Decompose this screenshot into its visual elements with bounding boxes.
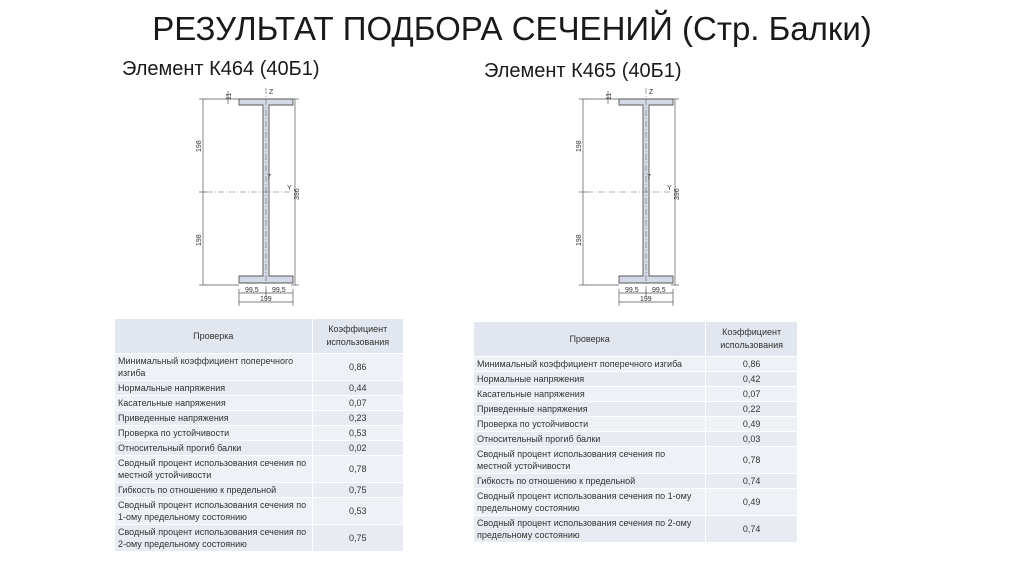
header-check: Проверка	[115, 319, 313, 354]
i-beam-section-left	[195, 86, 315, 308]
table-row	[115, 525, 404, 552]
check-name: Минимальный коэффициент поперечного изгиба	[115, 354, 313, 381]
check-value: 0,86	[706, 357, 798, 372]
check-name: Проверка по устойчивости	[474, 417, 706, 432]
check-name: Относительный прогиб балки	[474, 432, 706, 447]
height-label: 396	[674, 188, 681, 200]
table-row	[115, 411, 404, 426]
axis-z-label: Z	[269, 89, 274, 96]
table-row	[115, 396, 404, 411]
check-value: 0,07	[312, 396, 404, 411]
check-name: Сводный процент использования сечения по местной устойчивости	[115, 456, 313, 483]
table-row	[115, 441, 404, 456]
check-name: Касательные напряжения	[474, 387, 706, 402]
table-row	[474, 402, 798, 417]
table-row	[474, 432, 798, 447]
axis-y-label: Y	[667, 185, 672, 192]
table-row	[474, 357, 798, 372]
check-value: 0,75	[312, 483, 404, 498]
table-row	[115, 498, 404, 525]
check-value: 0,49	[706, 417, 798, 432]
check-name: Приведенные напряжения	[474, 402, 706, 417]
check-value: 0,49	[706, 489, 798, 516]
check-name: Гибкость по отношению к предельной	[115, 483, 313, 498]
check-value: 0,75	[312, 525, 404, 552]
check-value: 0,22	[706, 402, 798, 417]
check-name: Сводный процент использования сечения по местной устойчивости	[474, 447, 706, 474]
flange-thickness-label: 11	[606, 92, 613, 100]
height-label: 396	[294, 188, 301, 200]
half-height-bottom-label: 198	[576, 234, 583, 246]
check-name: Приведенные напряжения	[115, 411, 313, 426]
check-value: 0,44	[312, 381, 404, 396]
table-row	[115, 426, 404, 441]
half-height-top-label: 198	[576, 140, 583, 152]
table-row	[474, 417, 798, 432]
check-name: Нормальные напряжения	[115, 381, 313, 396]
width-label: 199	[640, 296, 652, 303]
check-name: Касательные напряжения	[115, 396, 313, 411]
check-name: Относительный прогиб балки	[115, 441, 313, 456]
table-row	[474, 516, 798, 543]
check-value: 0,86	[312, 354, 404, 381]
table-row	[115, 354, 404, 381]
check-value: 0,78	[706, 447, 798, 474]
check-value: 0,74	[706, 474, 798, 489]
half-width-left-label: 99,5	[625, 287, 639, 294]
check-name: Сводный процент использования сечения по 2-ому предельному состоянию	[474, 516, 706, 543]
check-name: Сводный процент использования сечения по 1-ому предельному состоянию	[115, 498, 313, 525]
half-width-left-label: 99,5	[245, 287, 259, 294]
check-value: 0,53	[312, 426, 404, 441]
half-width-right-label: 99,5	[272, 287, 286, 294]
check-value: 0,23	[312, 411, 404, 426]
axis-y-label: Y	[287, 185, 292, 192]
check-name: Нормальные напряжения	[474, 372, 706, 387]
check-name: Минимальный коэффициент поперечного изгиба	[474, 357, 706, 372]
half-width-right-label: 99,5	[652, 287, 666, 294]
header-coefficient: Коэффициент использования	[312, 319, 404, 354]
check-value: 0,42	[706, 372, 798, 387]
check-name: Сводный процент использования сечения по 1-ому предельному состоянию	[474, 489, 706, 516]
half-height-bottom-label: 198	[196, 234, 203, 246]
web-thickness-label: 7	[647, 174, 651, 181]
results-table-right	[473, 321, 798, 543]
check-value: 0,53	[312, 498, 404, 525]
flange-thickness-label: 11	[226, 92, 233, 100]
check-value: 0,02	[312, 441, 404, 456]
table-row	[115, 456, 404, 483]
table-row	[474, 489, 798, 516]
width-label: 199	[260, 296, 272, 303]
web-thickness-label: 7	[267, 174, 271, 181]
table-row	[474, 474, 798, 489]
check-name: Проверка по устойчивости	[115, 426, 313, 441]
axis-z-label: Z	[649, 89, 654, 96]
header-check: Проверка	[474, 322, 706, 357]
header-coefficient: Коэффициент использования	[706, 322, 798, 357]
check-name: Гибкость по отношению к предельной	[474, 474, 706, 489]
table-row	[474, 387, 798, 402]
table-row	[115, 381, 404, 396]
element-label-left: Элемент К464 (40Б1)	[122, 58, 320, 80]
element-label-right: Элемент К465 (40Б1)	[484, 60, 682, 82]
table-row	[474, 447, 798, 474]
check-value: 0,03	[706, 432, 798, 447]
check-name: Сводный процент использования сечения по 2-ому предельному состоянию	[115, 525, 313, 552]
half-height-top-label: 198	[196, 140, 203, 152]
results-table-left	[114, 318, 404, 552]
check-value: 0,74	[706, 516, 798, 543]
i-beam-section-right	[575, 86, 695, 308]
table-row	[474, 372, 798, 387]
page-title: РЕЗУЛЬТАТ ПОДБОРА СЕЧЕНИЙ (Стр. Балки)	[152, 10, 872, 47]
check-value: 0,07	[706, 387, 798, 402]
check-value: 0,78	[312, 456, 404, 483]
table-row	[115, 483, 404, 498]
